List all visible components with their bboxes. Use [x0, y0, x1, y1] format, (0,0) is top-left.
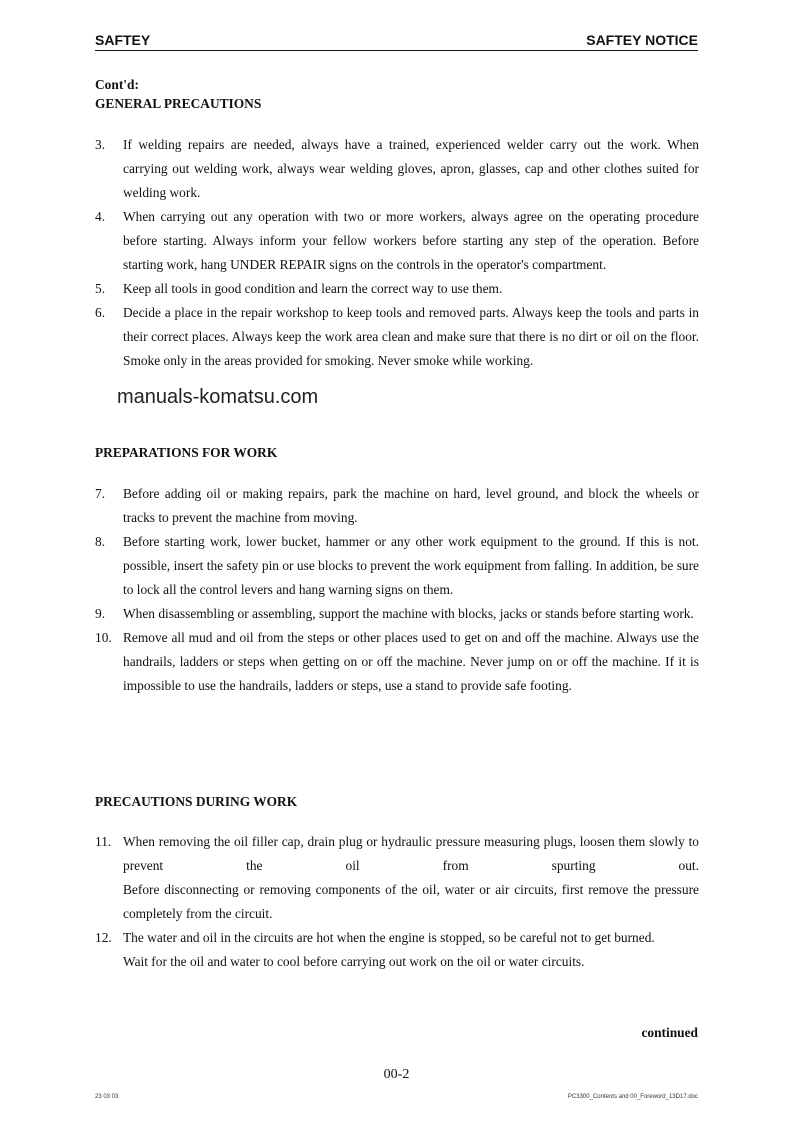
list-item — [95, 626, 699, 698]
item-number: 10. — [95, 630, 112, 645]
item-number: 4. — [95, 209, 106, 224]
item-number: 11. — [95, 834, 112, 849]
item-number: 12. — [95, 930, 112, 945]
header-left-title: SAFTEY — [95, 32, 151, 48]
item-text: Before starting work, lower bucket, hammer or any other work equipment to the ground. If this is not. possible, insert the safety pin or use blocks to prevent the work equipment from falling. In addition, be sure to lock all the control levers and hang warning signs on them. — [123, 534, 699, 597]
list-item — [95, 602, 699, 626]
section-heading-preparations-for-work: PREPARATIONS FOR WORK — [95, 445, 278, 460]
general-precautions-list — [95, 133, 699, 373]
item-text: Remove all mud and oil from the steps or other places used to get on and off the machine. Always use the handrails, ladders or steps when getting on or off the machine. Never jump on or off the machine. If it is impossible to use the handrails, ladders or steps, use a stand to provide safe footing. — [123, 630, 699, 693]
item-number: 8. — [95, 534, 106, 549]
item-text: Decide a place in the repair workshop to keep tools and removed parts. Always keep the tools and parts in their correct places. Always keep the work area clean and make sure that there is no dirt or oil on the floor. Smoke only in the areas provided for smoking. Never smoke while working. — [123, 305, 699, 368]
page-number: 00-2 — [383, 1067, 410, 1082]
item-text: When removing the oil filler cap, drain plug or hydraulic pressure measuring plugs, loosen them slowly to prevent the oil from spurting out. — [123, 834, 699, 873]
list-item — [95, 133, 699, 205]
item-number: 7. — [95, 486, 106, 501]
item-text-continued: Before disconnecting or removing components of the oil, water or air circuits, first remove the pressure completely from the circuit. — [123, 882, 699, 921]
item-text: When carrying out any operation with two or more workers, always agree on the operating procedure before starting. Always inform your fellow workers before starting any step of the operation. Before starting work, hang UNDER REPAIR signs on the controls in the operator's compartment. — [123, 209, 699, 272]
item-number: 6. — [95, 305, 106, 320]
list-item — [95, 301, 699, 373]
item-text: Before adding oil or making repairs, park the machine on hard, level ground, and block the wheels or tracks to prevent the machine from moving. — [123, 486, 699, 525]
section-heading-general-precautions: GENERAL PRECAUTIONS — [95, 96, 262, 111]
item-number: 9. — [95, 606, 106, 621]
list-item — [95, 482, 699, 530]
continued-label: continued — [641, 1025, 698, 1040]
list-item — [95, 926, 699, 974]
preparations-list — [95, 482, 699, 698]
footer-filename: PC3300_Contents and 00_Foreword_13D17.doc — [567, 1094, 698, 1100]
watermark-text: manuals-komatsu.com — [117, 386, 319, 408]
during-work-list — [95, 830, 699, 974]
item-text-continued: Wait for the oil and water to cool before carrying out work on the oil or water circuits. — [123, 954, 585, 969]
list-item — [95, 530, 699, 602]
list-item — [95, 830, 699, 926]
list-item — [95, 205, 699, 277]
footer-date: 23 03 03 — [95, 1094, 119, 1100]
page-header — [95, 30, 698, 51]
header-right-title: SAFTEY NOTICE — [586, 32, 698, 48]
item-number: 3. — [95, 137, 106, 152]
section-heading-precautions-during-work: PRECAUTIONS DURING WORK — [95, 794, 298, 809]
item-text: Keep all tools in good condition and learn the correct way to use them. — [123, 281, 503, 296]
item-text: If welding repairs are needed, always have a trained, experienced welder carry out the work. When carrying out welding work, always wear welding gloves, apron, glasses, cap and other clothes suited for welding work. — [123, 137, 699, 200]
item-text: The water and oil in the circuits are hot when the engine is stopped, so be careful not to get burned. — [123, 930, 655, 945]
contd-label: Cont'd: — [95, 77, 139, 92]
list-item — [95, 277, 699, 301]
item-text: When disassembling or assembling, support the machine with blocks, jacks or stands before starting work. — [123, 606, 694, 621]
item-number: 5. — [95, 281, 106, 296]
